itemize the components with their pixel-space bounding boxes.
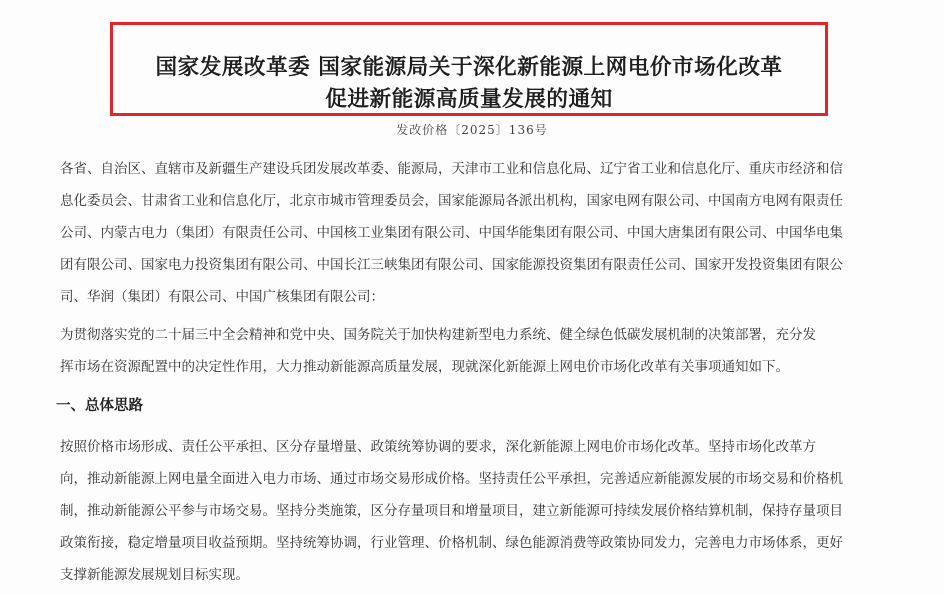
recipients-line: 公司、内蒙古电力（集团）有限责任公司、中国核工业集团有限公司、中国华能集团有限公司、中国大唐集团有限公司、中国华电集 xyxy=(60,225,843,241)
intro-paragraph-line: 挥市场在资源配置中的决定性作用，大力推动新能源高质量发展，现就深化新能源上网电价市场化改革有关事项通知如下。 xyxy=(60,359,789,375)
recipients-line: 司、华润（集团）有限公司、中国广核集团有限公司： xyxy=(60,289,384,305)
title-highlight-box xyxy=(110,22,828,116)
document-title-line-2: 促进新能源高质量发展的通知 xyxy=(325,87,613,112)
recipients-line: 息化委员会、甘肃省工业和信息化厅，北京市城市管理委员会，国家能源局各派出机构，国家电网有限公司、中国南方电网有限责任 xyxy=(60,193,843,209)
recipients-line: 各省、自治区、直辖市及新疆生产建设兵团发展改革委、能源局，天津市工业和信息化局、辽宁省工业和信息化厅、重庆市经济和信 xyxy=(60,161,843,177)
section-heading: 一、总体思路 xyxy=(56,398,143,414)
section1-paragraph-line: 向，推动新能源上网电量全面进入电力市场、通过市场交易形成价格。坚持责任公平承担，完善适应新能源发展的市场交易和价格机 xyxy=(60,471,843,487)
document-number: 发改价格〔2025〕136号 xyxy=(396,123,548,137)
section1-paragraph-line: 制，推动新能源公平参与市场交易。坚持分类施策，区分存量项目和增量项目，建立新能源可持续发展价格结算机制，保持存量项目 xyxy=(60,503,843,519)
document-title-line-1: 国家发展改革委 国家能源局关于深化新能源上网电价市场化改革 xyxy=(155,55,783,80)
section1-paragraph-line: 政策衔接，稳定增量项目收益预期。坚持统筹协调，行业管理、价格机制、绿色能源消费等政策协同发力，完善电力市场体系，更好 xyxy=(60,535,843,551)
section1-paragraph-line: 支撑新能源发展规划目标实现。 xyxy=(60,567,249,583)
intro-paragraph-line: 为贯彻落实党的二十届三中全会精神和党中央、国务院关于加快构建新型电力系统、健全绿色低碳发展机制的决策部署，充分发 xyxy=(60,327,816,343)
recipients-line: 团有限公司、国家电力投资集团有限公司、中国长江三峡集团有限公司、国家能源投资集团有限责任公司、国家开发投资集团有限公 xyxy=(60,257,843,273)
section1-paragraph-line: 按照价格市场形成、责任公平承担、区分存量增量、政策统筹协调的要求，深化新能源上网电价市场化改革。坚持市场化改革方 xyxy=(60,439,816,455)
